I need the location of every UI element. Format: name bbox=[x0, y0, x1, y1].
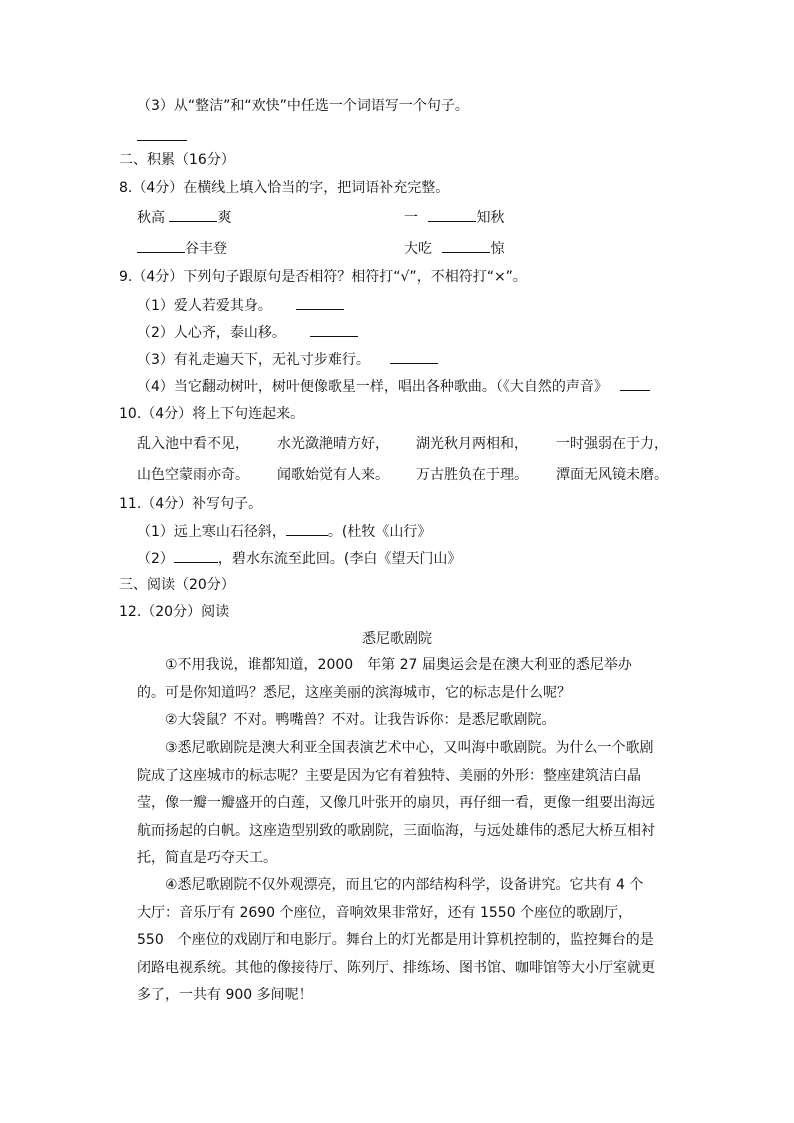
question-8-stem: 8.（4分）在横线上填入恰当的字，把词语补充完整。 bbox=[119, 180, 450, 196]
q11-l1-prefix: （1）远上寒山石径斜， bbox=[137, 524, 286, 540]
q10-bottom-4[interactable]: 潭面无风镜未磨。 bbox=[556, 467, 668, 483]
q10-bottom-2[interactable]: 闻歌始觉有人来。 bbox=[277, 467, 389, 483]
q11-l2-prefix: （2） bbox=[137, 551, 174, 567]
q8-a-prefix: 秋高 bbox=[137, 210, 165, 226]
q8-item-d bbox=[404, 238, 504, 259]
question-7-3: （3）从“整洁”和“欢快”中任选一个词语写一个句子。 bbox=[137, 98, 469, 114]
q7-3-answer-blank[interactable] bbox=[137, 126, 187, 147]
q8-b-prefix: 一 bbox=[404, 210, 418, 226]
q11-line-2 bbox=[137, 548, 461, 569]
q10-top-3[interactable]: 湖光秋月两相和， bbox=[416, 436, 528, 452]
q9-s4-blank[interactable] bbox=[620, 376, 650, 391]
q9-s4-text: （4）当它翻动树叶，树叶便像歌星一样，唱出各种歌曲。（《大自然的声音》 bbox=[137, 379, 608, 395]
q9-s1-text: （1）爱人若爱其身。 bbox=[137, 298, 272, 314]
passage-paragraph-4: ④悉尼歌剧院不仅外观漂亮，而且它的内部结构科学，设备讲究。它共有 4 个大厅：音乐厅有 2690 个座位，音响效果非常好，还有 1550 个座位的歌剧厅，550 个座位的戏剧厅和电影厅。舞台上的灯光都是用计算机控制的，监控舞台的是闭路电视系统。其他的像接待厅、陈列厅、排练场、图书馆、咖啡馆等大小厅室就更多了，一共有 900 多间呢！ bbox=[137, 877, 655, 1003]
passage-title: 悉尼歌剧院 bbox=[362, 631, 432, 647]
q10-top-2[interactable]: 水光潋滟晴方好， bbox=[277, 436, 389, 452]
passage-paragraph-2: ②大袋鼠？不对。鸭嘴兽？不对。让我告诉你：是悉尼歌剧院。 bbox=[165, 712, 556, 728]
section-2-heading: 二、积累（16分） bbox=[119, 152, 235, 168]
q8-c-suffix: 谷丰登 bbox=[185, 241, 227, 257]
q9-s2-text: （2）人心齐，泰山移。 bbox=[137, 325, 286, 341]
q11-l1-blank[interactable] bbox=[286, 521, 328, 536]
q8-a-suffix: 爽 bbox=[217, 210, 232, 226]
q8-b-suffix: 知秋 bbox=[476, 210, 505, 226]
q9-s1-blank[interactable] bbox=[296, 295, 344, 310]
q9-sentence-3 bbox=[137, 349, 438, 370]
q9-s2-blank[interactable] bbox=[310, 322, 358, 337]
question-12-stem: 12.（20分）阅读 bbox=[119, 604, 230, 620]
q8-item-b bbox=[404, 207, 504, 228]
q8-c-blank[interactable] bbox=[137, 238, 185, 253]
passage-paragraph-3: ③悉尼歌剧院是澳大利亚全国表演艺术中心，又叫海中歌剧院。为什么一个歌剧院成了这座城市的标志呢？主要是因为它有着独特、美丽的外形：整座建筑洁白晶莹，像一瓣一瓣盛开的白莲，又像几叶张开的扇贝，再仔细一看，更像一组要出海远航而扬起的白帆。这座造型别致的歌剧院，三面临海，与远处雄伟的悉尼大桥互相衬托，简直是巧夺天工。 bbox=[137, 740, 655, 866]
q8-d-suffix: 惊 bbox=[490, 241, 505, 257]
section-3-heading: 三、阅读（20分） bbox=[119, 577, 235, 593]
q8-item-c bbox=[137, 238, 227, 259]
question-11-stem: 11.（4分）补写句子。 bbox=[119, 496, 263, 512]
question-10-stem: 10.（4分）将上下句连起来。 bbox=[119, 406, 305, 422]
q8-item-a bbox=[137, 207, 231, 228]
q8-d-prefix: 大吃 bbox=[404, 241, 432, 257]
q9-s3-text: （3）有礼走遍天下，无礼寸步难行。 bbox=[137, 352, 370, 368]
question-9-stem: 9.（4分）下列句子跟原句是否相符？相符打“√”，不相符打“×”。 bbox=[119, 269, 527, 285]
q8-d-blank[interactable] bbox=[442, 238, 490, 253]
q11-l1-suffix: 。(杜牧《山行》 bbox=[327, 524, 432, 540]
passage-paragraph-1: ①不用我说，谁都知道，2000 年第 27 届奥运会是在澳大利亚的悉尼举办的。可是你知道吗？悉尼，这座美丽的滨海城市，它的标志是什么呢？ bbox=[137, 657, 632, 701]
q10-top-1[interactable]: 乱入池中看不见， bbox=[137, 436, 249, 452]
q10-bottom-3[interactable]: 万古胜负在于理。 bbox=[416, 467, 528, 483]
q10-top-4[interactable]: 一时强弱在于力， bbox=[556, 436, 668, 452]
q9-sentence-1 bbox=[137, 295, 344, 316]
q11-l2-suffix: ，碧水东流至此回。(李白《望天门山》 bbox=[217, 551, 462, 567]
q8-b-blank[interactable] bbox=[428, 207, 476, 222]
q11-l2-blank[interactable] bbox=[174, 548, 218, 563]
q10-bottom-1[interactable]: 山色空蒙雨亦奇。 bbox=[137, 467, 249, 483]
q9-s3-blank[interactable] bbox=[390, 349, 438, 364]
q9-sentence-2 bbox=[137, 322, 358, 343]
q11-line-1 bbox=[137, 521, 431, 542]
q8-a-blank[interactable] bbox=[169, 207, 217, 222]
q9-sentence-4 bbox=[137, 376, 650, 397]
